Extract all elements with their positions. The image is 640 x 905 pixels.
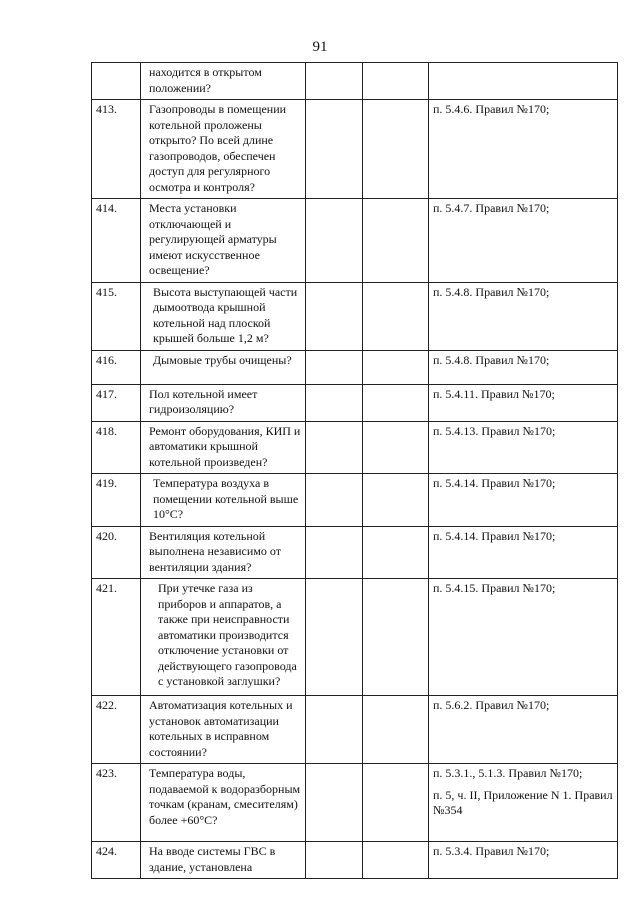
reference-line: п. 5, ч. II, Приложение N 1. Правил №354	[433, 787, 613, 817]
row-reference	[429, 100, 618, 199]
reference-line: п. 5.4.15. Правил №170;	[433, 581, 556, 595]
table-row	[92, 764, 618, 842]
reference-line: п. 5.4.14. Правил №170;	[433, 476, 556, 490]
row-number: 419.	[92, 474, 141, 527]
table-row	[92, 842, 618, 879]
reference-line: п. 5.3.4. Правил №170;	[433, 844, 550, 858]
row-reference	[429, 384, 618, 421]
answer-cell-b	[363, 384, 429, 421]
row-number	[92, 63, 141, 100]
answer-cell-b	[363, 421, 429, 474]
reference-line: п. 5.4.8. Правил №170;	[433, 352, 550, 367]
question-text: находится в открытом положении?	[149, 65, 262, 95]
answer-cell-b	[363, 842, 429, 879]
row-reference	[429, 350, 618, 384]
answer-cell-a	[306, 764, 363, 842]
question-text: Места установки отключающей и регулирующей арматуры имеют искусственное освещение?	[149, 201, 277, 277]
row-number: 420.	[92, 526, 141, 579]
row-number: 413.	[92, 100, 141, 199]
reference-line: п. 5.3.1., 5.1.3. Правил №170;	[433, 766, 583, 780]
reference-line: п. 5.6.2. Правил №170;	[433, 698, 550, 712]
row-question	[141, 421, 306, 474]
row-number: 414.	[92, 199, 141, 283]
table-row	[92, 199, 618, 283]
row-reference	[429, 526, 618, 579]
page-number: 91	[312, 39, 328, 55]
question-text: Газопроводы в помещении котельной проложены открыто? По всей длине газопроводов, обеспечен доступ для регулярного осмотра и контроля?	[149, 102, 287, 194]
question-text: На вводе системы ГВС в здание, установлена	[149, 844, 276, 874]
row-question	[141, 696, 306, 764]
answer-cell-a	[306, 199, 363, 283]
question-text: Автоматизация котельных и установок автоматизации котельных в исправном состоянии?	[149, 698, 293, 759]
question-text: Температура воды, подаваемой к водоразборным точкам (кранам, смесителям) более +60°С?	[149, 766, 301, 827]
row-number: 416.	[92, 350, 141, 384]
row-number: 423.	[92, 764, 141, 842]
table-row	[92, 350, 618, 384]
answer-cell-a	[306, 63, 363, 100]
question-text: При утечке газа из приборов и аппаратов, а также при неисправности автоматики производится отключение установки от действующего газопровода с установкой заглушки?	[158, 581, 297, 688]
answer-cell-b	[363, 526, 429, 579]
answer-cell-b	[363, 579, 429, 696]
question-text: Пол котельной имеет гидроизоляцию?	[149, 386, 258, 416]
table-row	[92, 63, 618, 100]
row-question	[141, 199, 306, 283]
answer-cell-a	[306, 579, 363, 696]
row-reference	[429, 63, 618, 100]
row-number: 418.	[92, 421, 141, 474]
reference-line: п. 5.4.13. Правил №170;	[433, 423, 556, 438]
answer-cell-a	[306, 474, 363, 527]
row-question	[141, 282, 306, 350]
row-question	[141, 526, 306, 579]
question-text: Высота выступающей части дымоотвода крышной котельной над плоской крышей больше 1,2 м?	[153, 284, 298, 345]
row-number: 417.	[92, 384, 141, 421]
answer-cell-a	[306, 696, 363, 764]
answer-cell-b	[363, 282, 429, 350]
reference-line: п. 5.4.11. Правил №170;	[433, 386, 555, 401]
table-row	[92, 100, 618, 199]
row-question	[141, 842, 306, 879]
row-reference	[429, 282, 618, 350]
row-reference	[429, 579, 618, 696]
row-reference	[429, 696, 618, 764]
row-reference	[429, 764, 618, 842]
row-question	[141, 764, 306, 842]
row-question	[141, 384, 306, 421]
reference-line: п. 5.4.14. Правил №170;	[433, 528, 556, 543]
row-reference	[429, 842, 618, 879]
row-question	[141, 63, 306, 100]
answer-cell-b	[363, 350, 429, 384]
row-number: 422.	[92, 696, 141, 764]
question-text: Вентиляция котельной выполнена независимо от вентиляции здания?	[149, 528, 281, 574]
answer-cell-b	[363, 764, 429, 842]
answer-cell-b	[363, 63, 429, 100]
row-number: 424.	[92, 842, 141, 879]
row-question	[141, 100, 306, 199]
table-row	[92, 384, 618, 421]
reference-line: п. 5.4.8. Правил №170;	[433, 284, 550, 299]
table-row	[92, 282, 618, 350]
row-number: 421.	[92, 579, 141, 696]
table-row	[92, 526, 618, 579]
row-question	[141, 579, 306, 696]
row-number: 415.	[92, 282, 141, 350]
answer-cell-a	[306, 100, 363, 199]
answer-cell-a	[306, 282, 363, 350]
row-reference	[429, 421, 618, 474]
table-row	[92, 474, 618, 527]
answer-cell-a	[306, 350, 363, 384]
answer-cell-b	[363, 100, 429, 199]
answer-cell-a	[306, 384, 363, 421]
checklist-body	[92, 63, 618, 879]
answer-cell-b	[363, 696, 429, 764]
reference-line: п. 5.4.6. Правил №170;	[433, 102, 550, 116]
answer-cell-b	[363, 199, 429, 283]
question-text: Ремонт оборудования, КИП и автоматики крышной котельной произведен?	[149, 423, 301, 469]
row-question	[141, 350, 306, 384]
table-row	[92, 421, 618, 474]
answer-cell-b	[363, 474, 429, 527]
answer-cell-a	[306, 421, 363, 474]
answer-cell-a	[306, 526, 363, 579]
row-reference	[429, 474, 618, 527]
question-text: Температура воздуха в помещении котельной выше 10°С?	[153, 476, 299, 521]
row-question	[141, 474, 306, 527]
row-reference	[429, 199, 618, 283]
table-row	[92, 579, 618, 696]
checklist-table	[91, 62, 618, 879]
table-row	[92, 696, 618, 764]
answer-cell-a	[306, 842, 363, 879]
reference-line: п. 5.4.7. Правил №170;	[433, 201, 550, 215]
question-text: Дымовые трубы очищены?	[153, 352, 292, 367]
